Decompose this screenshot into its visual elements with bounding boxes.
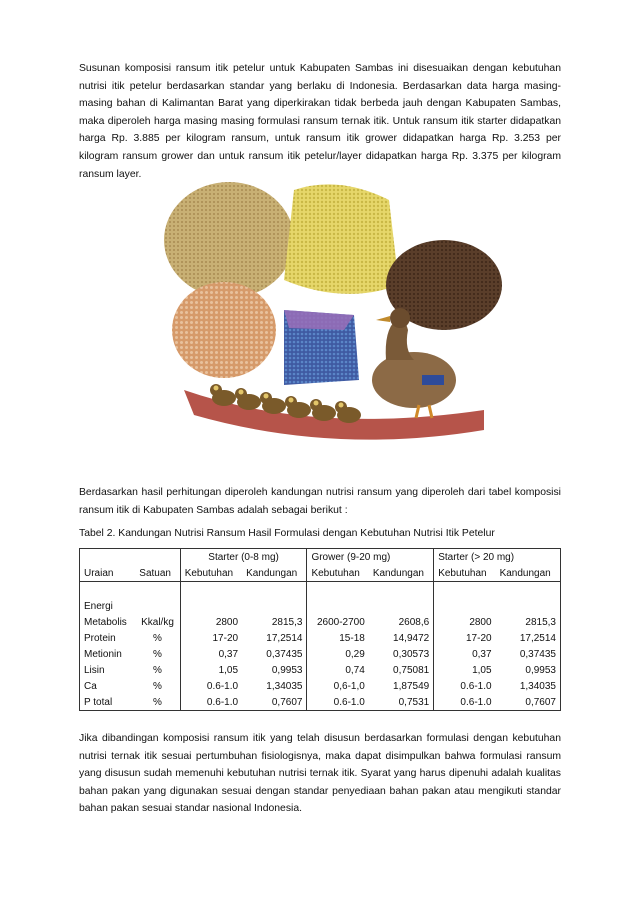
table-header-row — [80, 565, 561, 582]
spacer-row — [80, 582, 561, 599]
table-group-row — [80, 549, 561, 566]
energi-label-row — [80, 598, 561, 614]
group-header-layer: Starter (> 20 mg) — [434, 549, 561, 566]
table-intro-paragraph: Berdasarkan hasil perhitungan diperoleh kandungan nutrisi ransum yang diperoleh dari tabel komposisi ransum itik di Kabupaten Sambas adalah sebagai berikut : — [79, 487, 561, 516]
energi-label: Energi — [80, 598, 136, 614]
col-header: Kebutuhan — [434, 565, 496, 582]
col-header: Kandungan — [242, 565, 307, 582]
group-header-starter: Starter (0-8 mg) — [180, 549, 307, 566]
table-row: Ca % 0.6-1.0 1,34035 0,6-1,0 1,87549 0.6-1.0 1,34035 — [80, 678, 561, 694]
brown-meal-pile — [164, 182, 294, 298]
table-row: P total % 0.6-1.0 0,7607 0.6-1.0 0,7531 0.6-1.0 0,7607 — [80, 694, 561, 711]
nutrition-table — [79, 548, 561, 711]
group-header-grower: Grower (9-20 mg) — [307, 549, 434, 566]
col-header: Kebutuhan — [307, 565, 369, 582]
table-row: Metabolis Kkal/kg 2800 2815,3 2600-2700 2608,6 2800 2815,3 — [80, 614, 561, 630]
col-header: Uraian — [80, 565, 136, 582]
orange-pellet-pile — [172, 282, 276, 378]
table-row: Protein % 17-20 17,2514 15-18 14,9472 17-20 17,2514 — [80, 630, 561, 646]
table-row: Lisin % 1,05 0,9953 0,74 0,75081 1,05 0,9953 — [80, 662, 561, 678]
col-header: Kebutuhan — [180, 565, 242, 582]
feed-ingredients-duck-illustration — [164, 180, 504, 460]
conclusion-paragraph: Jika dibandingan komposisi ransum itik yang telah disusun berdasarkan formulasi dengan kebutuhan nutrisi ternak itik sesuai pertumbuhan fisiologisnya, maka dapat disimpulkan bahwa formulasi ransum yang disusun sudah memenuhi kebutuhan nutrisi ternak itik. Syarat yang harus dipenuhi adalah kualitas bahan pakan yang digunakan sesuai dengan standar penyediaan bahan pakan atau mengikuti standar bahan pakan sesuai standar nasional Indonesia. — [79, 733, 561, 815]
table-row: Metionin % 0,37 0,37435 0,29 0,30573 0,37 0,37435 — [80, 646, 561, 662]
table-caption: Tabel 2. Kandungan Nutrisi Ransum Hasil Formulasi dengan Kebutuhan Nutrisi Itik Petelur — [79, 528, 495, 539]
intro-paragraph: Susunan komposisi ransum itik petelur untuk Kabupaten Sambas ini disesuaikan dengan kebutuhan nutrisi itik petelur berdasarkan standar yang berlaku di Indonesia. Berdasarkan data harga masing-masing bahan di Kalimantan Barat yang diperkirakan tidak berbeda jauh dengan Kabupaten Sambas, maka diperoleh harga masing masing formulasi ransum ternak itik. Untuk ransum itik starter didapatkan harga Rp. 3.885 per kilogram ransum, untuk ransum itik grower didapatkan harga Rp. 3.253 per kilogram ransum grower dan untuk ransum itik petelur/layer didapatkan harga Rp. 3.375 per kilogram ransum layer. — [79, 63, 561, 180]
col-header: Kandungan — [496, 565, 561, 582]
col-header: Kandungan — [369, 565, 434, 582]
yellow-corn-pile — [284, 184, 399, 294]
col-header: Satuan — [135, 565, 180, 582]
